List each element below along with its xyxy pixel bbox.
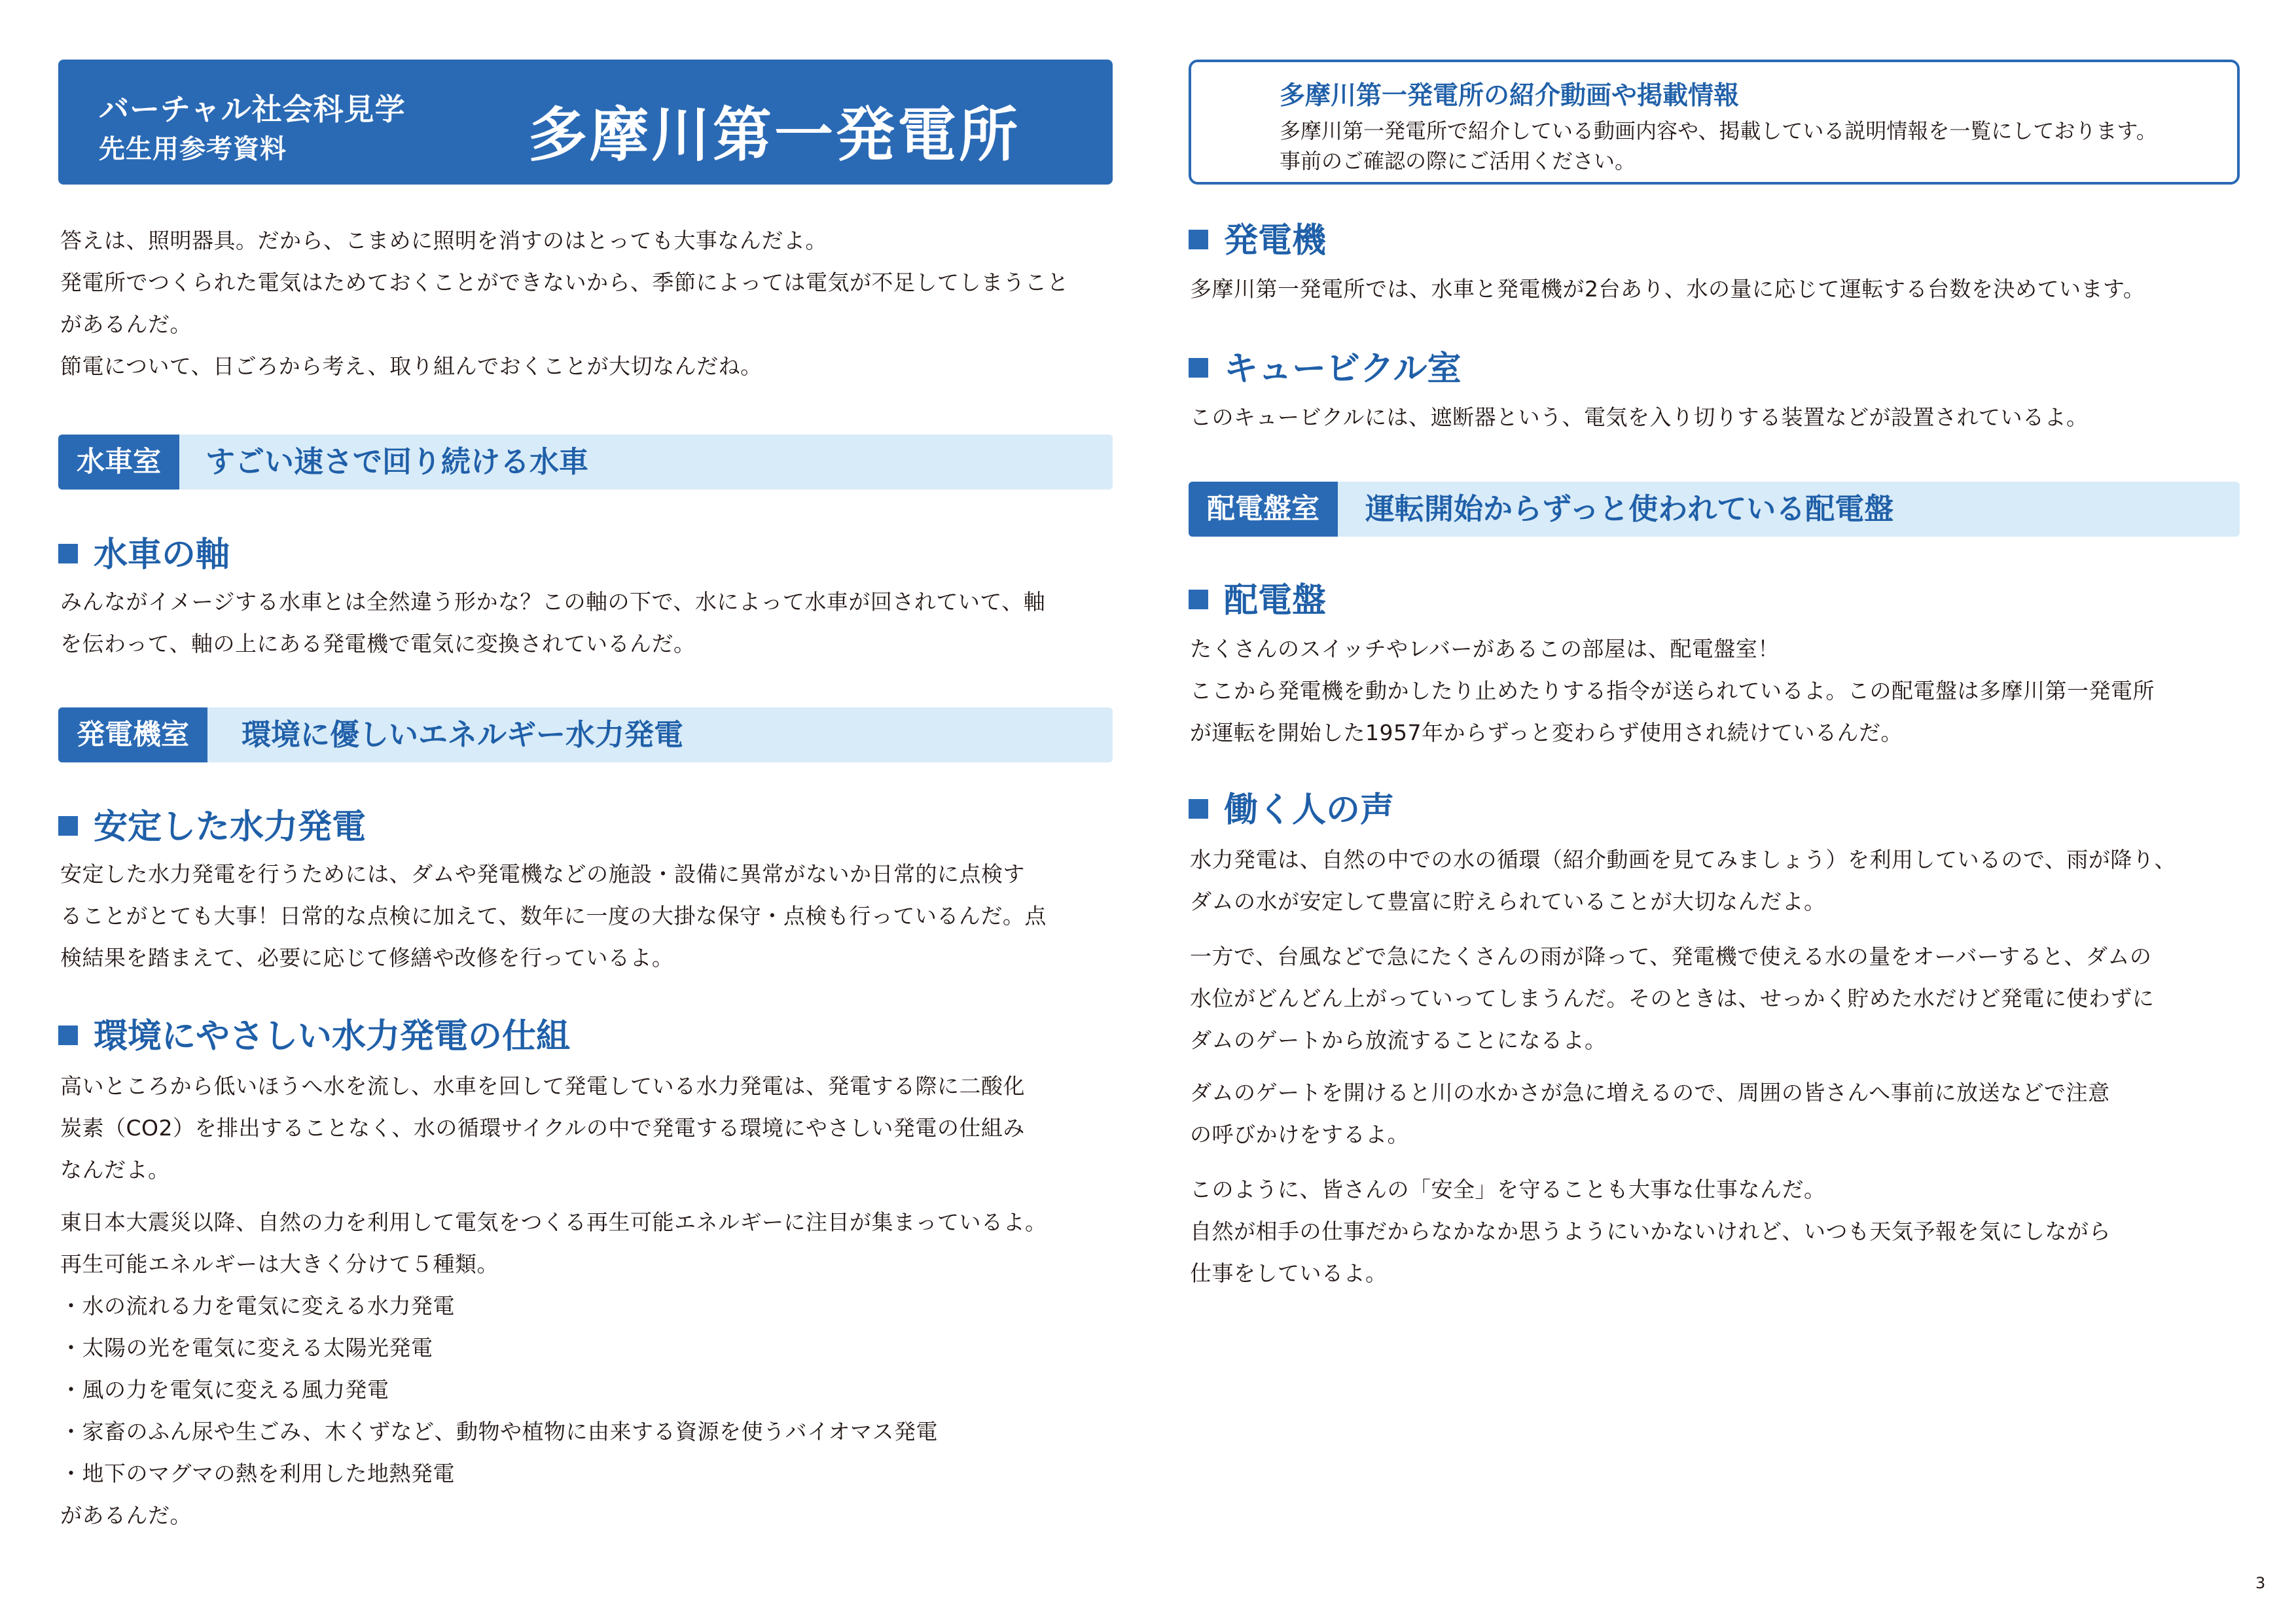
cubicle-paragraph bbox=[1190, 397, 2089, 438]
text-line: 自然が相手の仕事だからなかなか思うようにいかないけれど、いつも天気予報を気にしながら bbox=[1190, 1219, 2111, 1244]
heading-text: 配電盤 bbox=[1224, 581, 1327, 620]
text-line: 発電所でつくられた電気はためておくことができないから、季節によっては電気が不足してしまうこと bbox=[60, 270, 1069, 295]
eco-paragraph-1 bbox=[60, 1065, 1025, 1191]
text-line: の呼びかけをするよ。 bbox=[1190, 1122, 1409, 1147]
heading-text: 水車の軸 bbox=[94, 535, 230, 575]
text-line: があるんだ。 bbox=[60, 1503, 192, 1528]
header-subtitle: バーチャル社会科見学 bbox=[99, 92, 406, 127]
axle-paragraph bbox=[60, 581, 1045, 665]
section-band-title: 運転開始からずっと使われている配電盤 bbox=[1365, 491, 1894, 526]
text-line: 炭素（CO2）を排出することなく、水の循環サイクルの中で発電する環境にやさしい発電の仕組み bbox=[60, 1115, 1025, 1141]
text-line: みんながイメージする水車とは全然違う形かな？この軸の下で、水によって水車が回されていて、軸 bbox=[60, 589, 1046, 615]
text-line: 再生可能エネルギーは大きく分けて５種類。 bbox=[60, 1251, 499, 1277]
text-line: ここから発電機を動かしたり止めたりする指令が送られているよ。この配電盤は多摩川第一発電所 bbox=[1190, 678, 2155, 704]
heading-worker-voice bbox=[1189, 789, 1394, 831]
text-line: 水位がどんどん上がっていってしまうんだ。そのときは、せっかく貯めた水だけど発電に使わずに bbox=[1190, 986, 2155, 1011]
list-item: ・風の力を電気に変える風力発電 bbox=[60, 1377, 389, 1402]
section-band-title: すごい速さで回り続ける水車 bbox=[206, 444, 589, 479]
text-line: 節電について、日ごろから考え、取り組んでおくことが大切なんだね。 bbox=[60, 353, 762, 379]
heading-eco-hydro bbox=[58, 1016, 570, 1058]
list-item: ・家畜のふん尿や生ごみ、木くずなど、動物や植物に由来する資源を使うバイオマス発電 bbox=[60, 1419, 938, 1444]
page-title: 多摩川第一発電所 bbox=[528, 101, 1020, 169]
heading-waterwheel-axle bbox=[58, 534, 230, 576]
text-line: があるんだ。 bbox=[60, 312, 192, 337]
text-line: 多摩川第一発電所では、水車と発電機が2台あり、水の量に応じて運転する台数を決めています。 bbox=[1190, 276, 2145, 302]
header-subtitle-teacher: 先生用参考資料 bbox=[99, 134, 287, 164]
eco-paragraph-2 bbox=[60, 1202, 1047, 1537]
info-box bbox=[1189, 60, 2240, 185]
info-box-title: 多摩川第一発電所の紹介動画や掲載情報 bbox=[1280, 81, 1740, 111]
text-line: 答えは、照明器具。だから、こまめに照明を消すのはとっても大事なんだよ。 bbox=[60, 228, 827, 253]
heading-generator bbox=[1189, 220, 1326, 262]
section-tag: 配電盤室 bbox=[1189, 482, 1338, 537]
list-item: ・地下のマグマの熱を利用した地熱発電 bbox=[60, 1461, 455, 1486]
info-box-text bbox=[1280, 116, 2157, 176]
voice-paragraph-2 bbox=[1190, 936, 2154, 1061]
text-line: たくさんのスイッチやレバーがあるこの部屋は、配電盤室！ bbox=[1190, 636, 1780, 662]
text-line: 一方で、台風などで急にたくさんの雨が降って、発電機で使える水の量をオーバーすると、ダムの bbox=[1190, 944, 2152, 969]
header-banner bbox=[58, 60, 1113, 185]
info-box-line: 事前のご確認の際にご活用ください。 bbox=[1280, 149, 1636, 173]
heading-text: 働く人の声 bbox=[1224, 791, 1395, 830]
heading-text: キュービクル室 bbox=[1224, 349, 1462, 389]
text-line: 検結果を踏まえて、必要に応じて修繕や改修を行っているよ。 bbox=[60, 945, 674, 971]
text-line: ダムの水が安定して豊富に貯えられていることが大切なんだよ。 bbox=[1190, 889, 1826, 914]
text-line: このキュービクルには、遮断器という、電気を入り切りする装置などが設置されているよ。 bbox=[1190, 404, 2089, 430]
section-band-waterwheel-room bbox=[58, 435, 1113, 490]
square-bullet-icon bbox=[1189, 590, 1208, 609]
voice-paragraph-4 bbox=[1190, 1169, 2111, 1294]
square-bullet-icon bbox=[1189, 230, 1208, 249]
generator-paragraph bbox=[1190, 268, 2145, 310]
text-line: 高いところから低いほうへ水を流し、水車を回して発電している水力発電は、発電する際に二酸化 bbox=[60, 1073, 1025, 1099]
list-item: ・太陽の光を電気に変える太陽光発電 bbox=[60, 1335, 433, 1361]
heading-stable-hydro bbox=[58, 806, 366, 848]
text-line: なんだよ。 bbox=[60, 1157, 170, 1183]
text-line: 安定した水力発電を行うためには、ダムや発電機などの施設・設備に異常がないか日常的に点検す bbox=[60, 861, 1025, 887]
voice-paragraph-3 bbox=[1190, 1072, 2110, 1156]
square-bullet-icon bbox=[1189, 358, 1208, 378]
text-line: 仕事をしているよ。 bbox=[1190, 1260, 1388, 1286]
heading-text: 環境にやさしい水力発電の仕組 bbox=[94, 1017, 571, 1056]
section-band-generator-room bbox=[58, 707, 1113, 762]
section-band-switchboard-room bbox=[1189, 482, 2240, 537]
text-line: ダムのゲートから放流することになるよ。 bbox=[1190, 1027, 1607, 1053]
square-bullet-icon bbox=[1189, 799, 1208, 819]
heading-text: 発電機 bbox=[1224, 221, 1327, 260]
list-item: ・水の流れる力を電気に変える水力発電 bbox=[60, 1293, 455, 1319]
text-line: を伝わって、軸の上にある発電機で電気に変換されているんだ。 bbox=[60, 631, 696, 656]
intro-paragraph bbox=[60, 220, 1069, 387]
text-line: 水力発電は、自然の中での水の循環（紹介動画を見てみましょう）を利用しているので、雨が降り、 bbox=[1190, 847, 2176, 872]
info-box-line: 多摩川第一発電所で紹介している動画内容や、掲載している説明情報を一覧にしております。 bbox=[1280, 118, 2157, 143]
section-tag: 発電機室 bbox=[58, 707, 207, 762]
heading-cubicle-room bbox=[1189, 348, 1461, 390]
section-tag: 水車室 bbox=[58, 435, 179, 490]
voice-paragraph-1 bbox=[1190, 839, 2176, 923]
text-line: 東日本大震災以降、自然の力を利用して電気をつくる再生可能エネルギーに注目が集まっているよ。 bbox=[60, 1209, 1047, 1235]
page-number: 3 bbox=[2255, 1574, 2266, 1592]
square-bullet-icon bbox=[58, 544, 78, 563]
text-line: このように、皆さんの「安全」を守ることも大事な仕事なんだ。 bbox=[1190, 1177, 1826, 1202]
stable-paragraph bbox=[60, 853, 1047, 979]
heading-switchboard bbox=[1189, 580, 1326, 622]
text-line: ダムのゲートを開けると川の水かさが急に増えるので、周囲の皆さんへ事前に放送などで注意 bbox=[1190, 1080, 2110, 1105]
heading-text: 安定した水力発電 bbox=[94, 808, 367, 847]
square-bullet-icon bbox=[58, 1026, 78, 1045]
section-band-title: 環境に優しいエネルギー水力発電 bbox=[242, 717, 684, 752]
text-line: ることがとても大事！日常的な点検に加えて、数年に一度の大掛な保守・点検も行っているんだ。点 bbox=[60, 903, 1047, 929]
square-bullet-icon bbox=[58, 816, 78, 836]
text-line: が運転を開始した1957年からずっと変わらず使用され続けているんだ。 bbox=[1190, 720, 1903, 745]
switchboard-paragraph bbox=[1190, 628, 2155, 754]
